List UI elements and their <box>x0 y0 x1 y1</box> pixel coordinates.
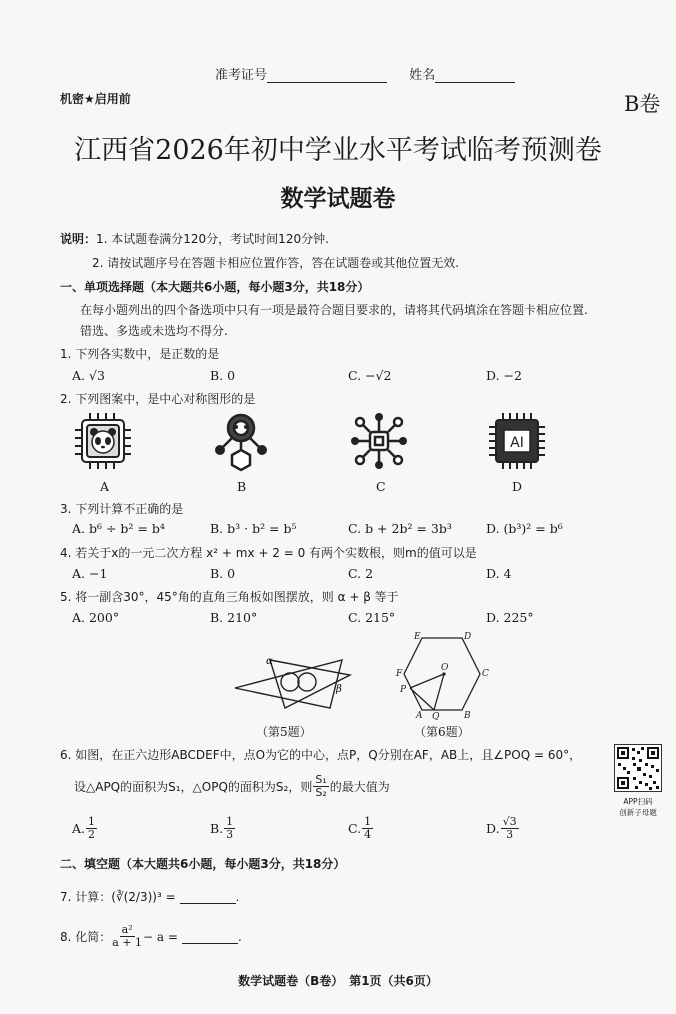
q3-option-b: B. b³ · b² = b⁵ <box>210 521 297 536</box>
qr-caption <box>614 796 662 818</box>
q8-row <box>60 924 242 949</box>
q5-option-a: A. 200° <box>72 610 120 625</box>
exam-id-row <box>215 64 515 83</box>
q6-option-c-num: 1 <box>364 815 372 828</box>
q3-option-d: D. (b³)² = b⁶ <box>486 521 563 536</box>
q4-option-c: C. 2 <box>348 566 374 581</box>
q6-option-d-den: 3 <box>506 828 514 841</box>
q2-option-b: B <box>237 479 247 494</box>
confidential-mark: 机密★启用前 <box>60 92 131 106</box>
q5-triangles-figure <box>230 650 360 715</box>
q6-line2 <box>74 774 390 799</box>
q6-line1: 6. 如图，在正六边形ABCDEF中，点O为它的中心，点P，Q分别在AF，AB上，且∠POQ = 60°， <box>60 748 582 762</box>
instruction-item-1: 1. 本试题卷满分120分，考试时间120分钟. <box>96 232 329 246</box>
qr-caption-line2: 创新子母题 <box>619 808 657 817</box>
hex-label-o: O <box>441 663 449 673</box>
instruction-item-2: 2. 请按试题序号在答题卡相应位置作答，答在试题卷或其他位置无效. <box>92 256 460 270</box>
q7-answer-blank[interactable] <box>180 889 236 904</box>
hex-label-q: Q <box>432 712 440 720</box>
q8-answer-blank[interactable] <box>182 929 238 944</box>
section1-desc-2: 错选、多选或未选均不得分. <box>80 324 228 338</box>
molecule-icon <box>210 410 272 472</box>
q8-fraction <box>112 924 142 949</box>
hex-label-a: A <box>416 711 423 720</box>
q7-end: . <box>235 889 240 904</box>
q2-option-a: A <box>100 479 110 494</box>
hex-label-f: F <box>396 669 403 679</box>
name-label: 姓名 <box>409 68 436 83</box>
q6-option-d-label: D. <box>486 821 500 836</box>
q8-end: . <box>237 929 242 944</box>
ai-chip-text: AI <box>510 435 524 451</box>
q6-option-b <box>210 816 236 841</box>
q6-option-d-fraction <box>501 816 519 841</box>
q1-stem: 1. 下列各实数中，是正数的是 <box>60 347 220 361</box>
q1-option-b: B. 0 <box>210 368 236 383</box>
q6-option-a-den: 2 <box>88 828 96 841</box>
panda-chip-icon <box>72 410 134 472</box>
q1-option-c: C. −√2 <box>348 368 392 383</box>
q6-figure-caption: （第6题） <box>414 725 470 739</box>
qr-code-icon[interactable] <box>614 744 662 792</box>
q6-option-a-label: A. <box>72 821 86 836</box>
q6-option-c <box>348 816 374 841</box>
hex-label-e: E <box>414 632 421 642</box>
q5-option-d: D. 225° <box>486 610 534 625</box>
q6-option-b-den: 3 <box>226 828 234 841</box>
section2-heading: 二、填空题（本大题共6小题，每小题3分，共18分） <box>60 857 346 871</box>
q4-option-d: D. 4 <box>486 566 512 581</box>
q6-option-b-num: 1 <box>226 815 234 828</box>
s1-over-s2-fraction <box>313 774 328 799</box>
q2-stem: 2. 下列图案中，是中心对称图形的是 <box>60 392 256 406</box>
q5-option-b: B. 210° <box>210 610 258 625</box>
page-footer: 数学试题卷（B卷） 第1页（共6页） <box>238 974 438 988</box>
hex-label-p: P <box>400 685 407 695</box>
q4-option-b: B. 0 <box>210 566 236 581</box>
q3-stem: 3. 下列计算不正确的是 <box>60 502 184 516</box>
q3-option-c: C. b + 2b² = 3b³ <box>348 521 452 536</box>
q3-option-a: A. b⁶ ÷ b² = b⁴ <box>72 521 165 536</box>
q1-option-a: A. √3 <box>72 368 105 383</box>
q8-suffix: − a = <box>143 929 178 944</box>
exam-subtitle: 数学试题卷 <box>280 185 396 212</box>
exam-id-blank <box>267 68 387 83</box>
fraction-denominator: S₂ <box>315 786 327 799</box>
hex-label-c: C <box>482 669 489 679</box>
q4-option-a: A. −1 <box>72 566 108 581</box>
exam-id-label: 准考证号 <box>215 68 268 83</box>
hex-label-b: B <box>464 711 471 720</box>
q6-option-d <box>486 816 520 841</box>
exam-title: 江西省2026年初中学业水平考试临考预测卷 <box>74 135 602 166</box>
q2-option-c: C <box>376 479 386 494</box>
instructions-label: 说明： <box>60 232 97 246</box>
section1-desc-1: 在每小题列出的四个备选项中只有一项是最符合题目要求的，请将其代码填涂在答题卡相应位置. <box>80 303 588 317</box>
network-icon <box>348 410 410 472</box>
section1-heading: 一、单项选择题（本大题共6小题，每小题3分，共18分） <box>60 280 370 294</box>
alpha-label: α <box>266 656 273 667</box>
q6-option-c-den: 4 <box>364 828 372 841</box>
fraction-numerator: S₁ <box>315 773 327 786</box>
q6-option-a-num: 1 <box>88 815 96 828</box>
q7-text: 7. 计算：(∛(2/3))³ = <box>60 890 176 904</box>
q2-option-d: D <box>512 479 523 494</box>
volume-label: B卷 <box>624 92 661 116</box>
q6-option-c-fraction <box>362 816 373 841</box>
ai-chip-icon <box>486 410 548 472</box>
q8-fraction-num: a² <box>121 923 133 936</box>
name-blank <box>435 68 515 83</box>
q5-option-c: C. 215° <box>348 610 396 625</box>
q1-option-d: D. −2 <box>486 368 522 383</box>
beta-label: β <box>336 684 342 695</box>
q6-line2-text: 设△APQ的面积为S₁，△OPQ的面积为S₂，则 <box>74 780 313 794</box>
qr-caption-line1: APP扫码 <box>623 797 653 806</box>
hex-label-d: D <box>464 632 472 642</box>
q6-option-c-label: C. <box>348 821 362 836</box>
q7-row <box>60 888 239 905</box>
q8-prefix: 8. 化简： <box>60 930 112 944</box>
instructions-line1 <box>60 230 329 247</box>
q6-option-b-label: B. <box>210 821 224 836</box>
q6-option-a <box>72 816 98 841</box>
q6-hexagon-figure <box>392 630 502 720</box>
q6-option-d-num: √3 <box>502 815 517 828</box>
q8-fraction-den: a + 1 <box>112 936 143 949</box>
q6-line2-end: 的最大值为 <box>329 780 390 794</box>
q5-stem: 5. 将一副含30°，45°角的直角三角板如图摆放，则 α + β 等于 <box>60 590 399 604</box>
q6-option-b-fraction <box>224 816 235 841</box>
q5-figure-caption: （第5题） <box>256 725 312 739</box>
q4-stem: 4. 若关于x的一元二次方程 x² + mx + 2 = 0 有两个实数根，则m的值可以是 <box>60 546 477 560</box>
q6-option-a-fraction <box>86 816 97 841</box>
